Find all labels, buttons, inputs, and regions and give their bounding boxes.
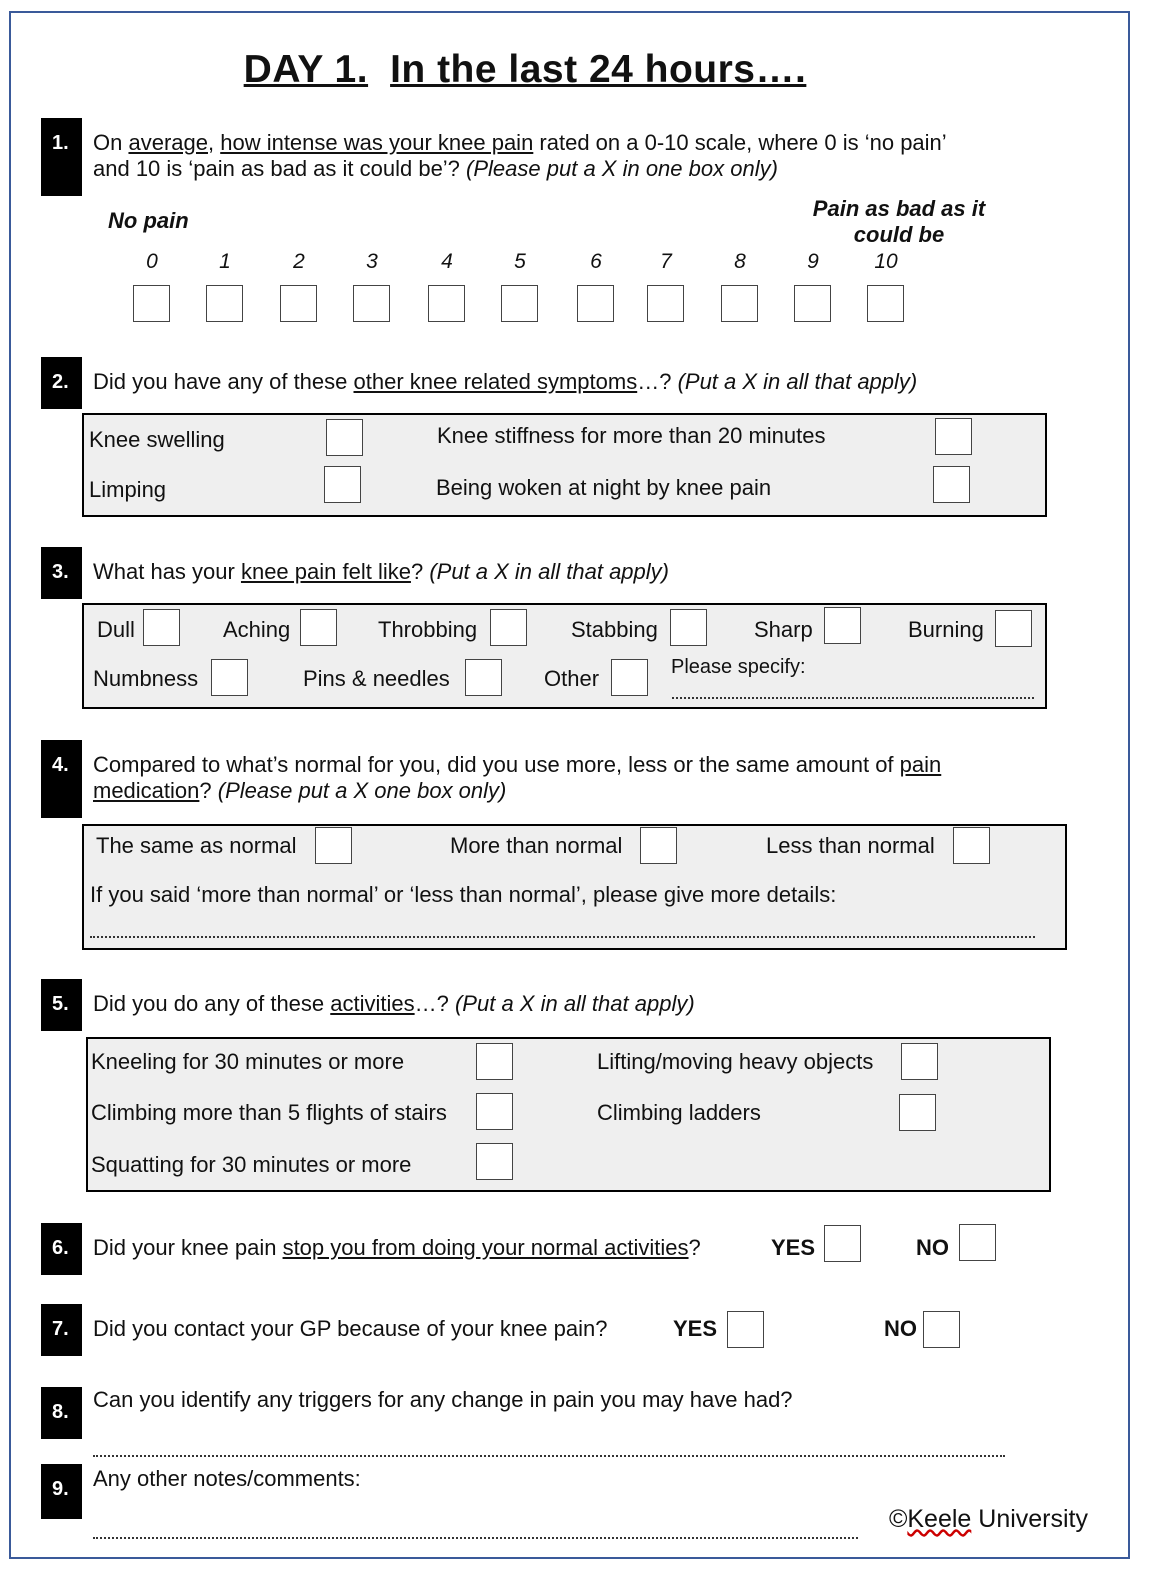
pain-scale-checkbox-6[interactable] <box>577 285 614 322</box>
page-title <box>0 48 1050 92</box>
scale-number: 6 <box>590 250 602 273</box>
question-3-text: What has your knee pain felt like? (Put a X in all that apply) <box>93 559 669 584</box>
please-specify-line[interactable] <box>672 697 1034 699</box>
pain-quality-label: Other <box>544 666 600 691</box>
scale-number: 1 <box>219 250 231 273</box>
q6-yes-checkbox[interactable] <box>824 1225 861 1262</box>
activity-label: Squatting for 30 minutes or more <box>91 1152 412 1177</box>
q7-yes-checkbox[interactable] <box>727 1311 764 1348</box>
q6-no-checkbox[interactable] <box>959 1224 996 1261</box>
symptom-label: Knee swelling <box>89 427 225 452</box>
triggers-answer-line[interactable] <box>93 1455 1005 1457</box>
no-label: NO <box>916 1235 949 1260</box>
pain-scale-checkbox-0[interactable] <box>133 285 170 322</box>
throbbing-checkbox[interactable] <box>490 609 527 646</box>
scale-number: 7 <box>660 250 672 273</box>
scale-number: 10 <box>874 250 898 273</box>
symptom-label: Knee stiffness for more than 20 minutes <box>437 423 826 448</box>
activity-label: Kneeling for 30 minutes or more <box>91 1049 405 1074</box>
pain-quality-label: Dull <box>97 617 135 642</box>
stabbing-checkbox[interactable] <box>670 609 707 646</box>
symptom-label: Being woken at night by knee pain <box>436 475 772 500</box>
question-1-number: 1. <box>41 118 82 196</box>
pain-quality-label: Numbness <box>93 666 199 691</box>
question-2-number: 2. <box>41 357 82 409</box>
question-8-number: 8. <box>41 1387 82 1439</box>
same-as-normal-checkbox[interactable] <box>315 827 352 864</box>
question-6-number: 6. <box>41 1223 82 1275</box>
knee-swelling-checkbox[interactable] <box>326 419 363 456</box>
scale-number: 4 <box>441 250 453 273</box>
squatting-checkbox[interactable] <box>476 1143 513 1180</box>
pain-quality-label: Aching <box>223 617 291 642</box>
question-5-text: Did you do any of these activities…? (Put a X in all that apply) <box>93 991 695 1016</box>
pain-scale-checkbox-9[interactable] <box>794 285 831 322</box>
pain-scale-checkbox-3[interactable] <box>353 285 390 322</box>
question-8-text: Can you identify any triggers for any change in pain you may have had? <box>93 1387 793 1412</box>
pain-quality-label: Sharp <box>754 617 813 642</box>
q7-no-checkbox[interactable] <box>923 1311 960 1348</box>
pins-needles-checkbox[interactable] <box>465 659 502 696</box>
aching-checkbox[interactable] <box>300 609 337 646</box>
ladders-checkbox[interactable] <box>899 1094 936 1131</box>
scale-number: 5 <box>514 250 526 273</box>
numbness-checkbox[interactable] <box>211 659 248 696</box>
question-6-text: Did your knee pain stop you from doing your normal activities? <box>93 1235 701 1260</box>
pain-quality-label: Stabbing <box>571 617 658 642</box>
question-5-number: 5. <box>41 979 82 1031</box>
question-1-text: On average, how intense was your knee pain rated on a 0-10 scale, where 0 is ‘no pain’ and 10 is ‘pain as bad as it could be’? (Please put a X in one box only) <box>93 130 947 181</box>
symptom-label: Limping <box>89 477 167 502</box>
scale-number: 2 <box>293 250 305 273</box>
medication-option-label: The same as normal <box>96 833 297 858</box>
more-than-normal-checkbox[interactable] <box>640 827 677 864</box>
lifting-checkbox[interactable] <box>901 1043 938 1080</box>
kneeling-checkbox[interactable] <box>476 1043 513 1080</box>
medication-option-label: More than normal <box>450 833 623 858</box>
question-7-text: Did you contact your GP because of your knee pain? <box>93 1316 608 1341</box>
scale-label-no-pain: No pain <box>108 208 189 233</box>
other-checkbox[interactable] <box>611 659 648 696</box>
limping-checkbox[interactable] <box>324 466 361 503</box>
pain-scale-checkbox-4[interactable] <box>428 285 465 322</box>
copyright-notice: ©Keele University <box>888 1505 1088 1533</box>
less-than-normal-checkbox[interactable] <box>953 827 990 864</box>
scale-number: 8 <box>734 250 746 273</box>
yes-label: YES <box>673 1316 718 1341</box>
woken-at-night-checkbox[interactable] <box>933 466 970 503</box>
title-period: In the last 24 hours…. <box>390 48 807 91</box>
pain-scale-checkbox-5[interactable] <box>501 285 538 322</box>
medication-details-line[interactable] <box>90 936 1035 938</box>
scale-number: 9 <box>807 250 819 273</box>
activity-label: Climbing ladders <box>597 1100 761 1125</box>
question-2-text: Did you have any of these other knee related symptoms…? (Put a X in all that apply) <box>93 369 918 394</box>
pain-quality-label: Throbbing <box>378 617 478 642</box>
pain-scale-checkbox-1[interactable] <box>206 285 243 322</box>
yes-label: YES <box>771 1235 816 1260</box>
burning-checkbox[interactable] <box>995 610 1032 647</box>
pain-quality-label: Pins & needles <box>303 666 450 691</box>
medication-details-prompt: If you said ‘more than normal’ or ‘less than normal’, please give more details: <box>90 882 837 907</box>
scale-number: 3 <box>366 250 378 273</box>
activity-label: Lifting/moving heavy objects <box>597 1049 874 1074</box>
pain-scale-checkbox-7[interactable] <box>647 285 684 322</box>
medication-option-label: Less than normal <box>766 833 935 858</box>
activity-label: Climbing more than 5 flights of stairs <box>91 1100 447 1125</box>
please-specify-label: Please specify: <box>671 656 806 678</box>
pain-quality-label: Burning <box>908 617 984 642</box>
pain-scale-checkbox-10[interactable] <box>867 285 904 322</box>
scale-label-worst-pain: Pain as bad as it could be <box>812 196 986 247</box>
dull-checkbox[interactable] <box>143 609 180 646</box>
sharp-checkbox[interactable] <box>824 607 861 644</box>
question-9-number: 9. <box>41 1464 82 1519</box>
stairs-checkbox[interactable] <box>476 1093 513 1130</box>
question-9-text: Any other notes/comments: <box>93 1466 361 1491</box>
notes-answer-line[interactable] <box>93 1537 858 1539</box>
pain-scale-checkbox-2[interactable] <box>280 285 317 322</box>
question-4-text: Compared to what’s normal for you, did you use more, less or the same amount of pain medication? (Please put a X one box only) <box>93 752 942 803</box>
title-day: DAY 1. <box>243 48 369 91</box>
knee-stiffness-checkbox[interactable] <box>935 418 972 455</box>
question-7-number: 7. <box>41 1304 82 1356</box>
scale-number: 0 <box>146 250 158 273</box>
question-4-number: 4. <box>41 740 82 818</box>
question-3-number: 3. <box>41 547 82 599</box>
pain-scale-checkbox-8[interactable] <box>721 285 758 322</box>
no-label: NO <box>884 1316 917 1341</box>
